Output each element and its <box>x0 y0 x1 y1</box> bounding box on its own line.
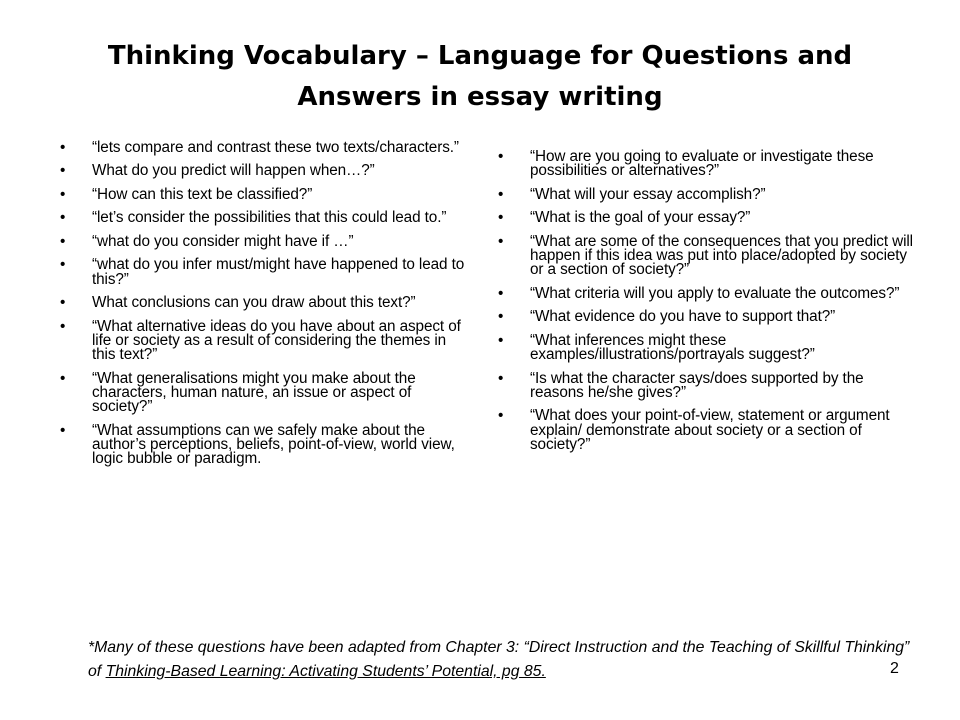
right-question-item <box>498 310 918 324</box>
question-text: “What does your point-of-view, statement or argument explain/ demonstrate about society or a section of society?” <box>530 407 890 453</box>
right-question-item <box>498 232 918 279</box>
left-question-item <box>60 164 470 178</box>
bullet-icon: • <box>60 209 66 227</box>
bullet-icon: • <box>498 284 504 302</box>
left-question-item <box>60 258 470 287</box>
left-question-item <box>60 369 470 416</box>
left-question-item <box>60 232 470 250</box>
left-question-item <box>60 141 470 155</box>
bullet-icon: • <box>60 162 66 180</box>
right-question-list <box>498 150 918 461</box>
bullet-icon: • <box>60 369 66 387</box>
bullet-icon: • <box>60 139 66 156</box>
question-text: “What is the goal of your essay?” <box>530 209 751 227</box>
bullet-icon: • <box>498 185 504 203</box>
bullet-icon: • <box>498 209 504 227</box>
left-question-item <box>60 211 470 225</box>
question-text: “Is what the character says/does supported by the reasons he/she gives?” <box>530 369 864 401</box>
right-question-item <box>498 369 918 401</box>
question-text: “What criteria will you apply to evaluate the outcomes?” <box>530 284 900 302</box>
bullet-icon: • <box>498 308 504 326</box>
bullet-icon: • <box>60 317 66 335</box>
bullet-icon: • <box>498 148 504 165</box>
title-line-2: Answers in essay writing <box>297 82 663 112</box>
question-text: “What alternative ideas do you have about an aspect of life or society as a result of considering the themes in this text?” <box>92 317 461 364</box>
question-text: “What generalisations might you make about the characters, human nature, an issue or aspect of society?” <box>92 369 416 416</box>
question-text: What conclusions can you draw about this text?” <box>92 294 416 312</box>
footnote-text: *Many of these questions have been adapted from Chapter 3: “Direct Instruction and the Teaching of Skillful Thinking” of <box>88 639 910 680</box>
source-footnote <box>88 636 918 684</box>
left-question-list <box>60 141 470 476</box>
bullet-icon: • <box>498 331 504 349</box>
bullet-icon: • <box>60 294 66 312</box>
footnote-book-title: Thinking-Based Learning: Activating Students’ Potential, pg 85. <box>105 663 546 680</box>
left-question-item <box>60 421 470 468</box>
page-number: 2 <box>890 660 899 677</box>
question-text: “what do you consider might have if …” <box>92 232 354 250</box>
left-question-item <box>60 317 470 364</box>
question-text: “How can this text be classified?” <box>92 185 313 203</box>
right-question-item <box>498 150 918 179</box>
right-question-item <box>498 211 918 225</box>
bullet-icon: • <box>498 369 504 387</box>
bullet-icon: • <box>60 185 66 203</box>
bullet-icon: • <box>60 232 66 250</box>
question-text: “what do you infer must/might have happened to lead to this?” <box>92 256 465 288</box>
question-text: “How are you going to evaluate or investigate these possibilities or alternatives?” <box>530 148 874 180</box>
bullet-icon: • <box>60 256 66 274</box>
title-line-1: Thinking Vocabulary – Language for Questions and <box>107 41 853 71</box>
question-text: “lets compare and contrast these two texts/characters.” <box>92 139 459 156</box>
question-text: “What inferences might these examples/illustrations/portrayals suggest?” <box>530 331 815 364</box>
question-text: “What assumptions can we safely make about the author’s perceptions, beliefs, point-of-view, world view, logic bubble or paradigm. <box>92 421 455 468</box>
bullet-icon: • <box>498 407 504 425</box>
right-question-item <box>498 185 918 203</box>
question-text: “let’s consider the possibilities that this could lead to.” <box>92 209 447 227</box>
bullet-icon: • <box>60 421 66 439</box>
question-text: “What are some of the consequences that you predict will happen if this idea was put into place/adopted by society or a section of society?” <box>530 232 913 279</box>
right-question-item <box>498 331 918 364</box>
question-text: What do you predict will happen when…?” <box>92 162 375 180</box>
right-question-item <box>498 409 918 452</box>
left-question-item <box>60 296 470 310</box>
question-text: “What will your essay accomplish?” <box>530 185 766 203</box>
question-text: “What evidence do you have to support that?” <box>530 308 836 326</box>
slide-title <box>70 36 890 118</box>
bullet-icon: • <box>498 232 504 250</box>
left-question-item <box>60 185 470 203</box>
right-question-item <box>498 284 918 302</box>
